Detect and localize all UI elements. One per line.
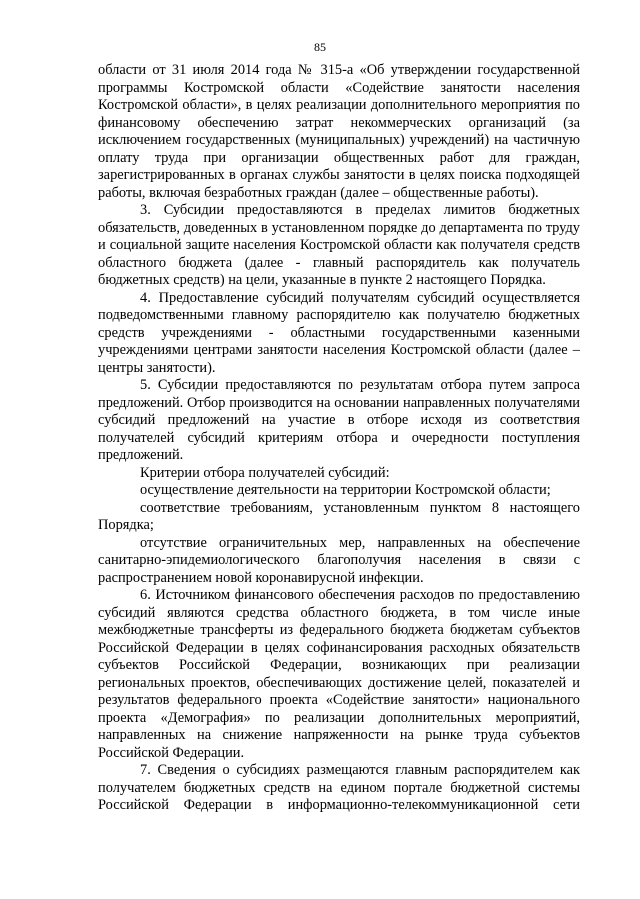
paragraph-criteria-heading: Критерии отбора получателей субсидий: xyxy=(140,464,390,481)
paragraph-item-5: 5. Субсидии предоставляются по результатам отбора путем запроса предложений. Отбор производится на основании направленных получателями субсидий предложений на участие в отборе исходя из соответствия получателей субсидий критериям отбора и очередности поступления предложений. xyxy=(98,377,580,463)
page-number: 85 xyxy=(314,40,326,54)
paragraph-item-3: 3. Субсидии предоставляются в пределах лимитов бюджетных обязательств, доведенных в установленном порядке до департамента по труду и социальной защите населения Костромской области как получателя средств областного бюджета (далее - главный распорядитель как получатель бюджетных средств) на цели, указанные в пункте 2 настоящего Порядка. xyxy=(98,202,580,288)
paragraph-item-6: 6. Источником финансового обеспечения расходов по предоставлению субсидий являются средства областного бюджета, в том числе иные межбюджетные трансферты из федерального бюджета бюджетам субъектов Российской Федерации в целях софинансирования расходных обязательств субъектов Российской Федерации, возникающих при реализации региональных проектов, обеспечивающих достижение целей, показателей и результатов федерального проекта «Содействие занятости» национального проекта «Демография» по реализации дополнительных мероприятий, направленных на снижение напряженности на рынке труда субъектов Российской Федерации. xyxy=(98,587,580,761)
document-body xyxy=(98,62,580,815)
paragraph-item-4: 4. Предоставление субсидий получателям субсидий осуществляется подведомственными главному распорядителю как получателю бюджетных средств учреждениями - областными государственными казенными учреждениями центрами занятости населения Костромской области (далее – центры занятости). xyxy=(98,289,580,376)
paragraph-criterion-1: осуществление деятельности на территории Костромской области; xyxy=(140,482,551,498)
paragraph-criterion-3: отсутствие ограничительных мер, направленных на обеспечение санитарно-эпидемиологического благополучия населения в связи с распространением новой коронавирусной инфекции. xyxy=(98,534,580,586)
paragraph-item-7: 7. Сведения о субсидиях размещаются главным распорядителем как получателем бюджетных средств на едином портале бюджетной системы Российской Федерации в информационно-телекоммуникационной сети xyxy=(98,762,580,813)
paragraph-criterion-2: соответствие требованиям, установленным пунктом 8 настоящего Порядка; xyxy=(98,499,580,533)
paragraph-continuation: области от 31 июля 2014 года № 315-а «Об утверждении государственной программы Костромской области «Содействие занятости населения Костромской области», в целях реализации дополнительного мероприятия по финансовому обеспечению затрат некоммерческих организаций (за исключением государственных (муниципальных) учреждений) на частичную оплату труда при организации общественных работ для граждан, зарегистрированных в органах службы занятости в целях поиска подходящей работы, включая безработных граждан (далее – общественные работы). xyxy=(98,62,580,201)
